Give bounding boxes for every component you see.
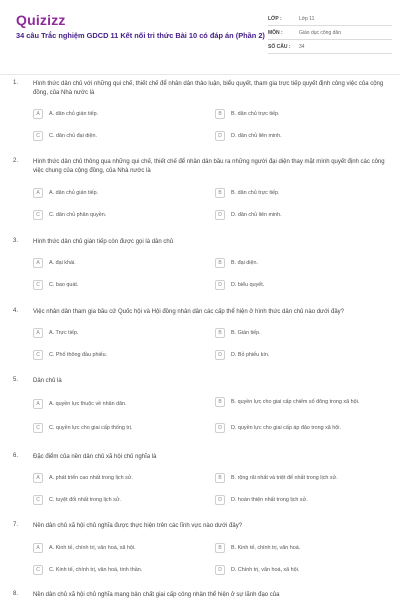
option-letter-box: B (215, 328, 225, 338)
meta-row-class (268, 12, 392, 26)
question-text: Việc nhân dân tham gia bầu cử Quốc hội và Hội đồng nhân dân các cấp thể hiện ở hình thức dân chủ nào dưới đây? (33, 309, 345, 315)
option-b[interactable] (215, 473, 377, 483)
option-letter-box: A (33, 328, 43, 338)
option-text: A. Trực tiếp. (49, 329, 79, 336)
option-text: D. Bỏ phiếu kín. (231, 351, 270, 358)
option-d[interactable] (215, 280, 377, 290)
page-header (0, 0, 400, 62)
option-c[interactable] (33, 350, 195, 360)
question-text: Dân chủ là (33, 378, 62, 384)
meta-value: Giáo dục công dân (299, 29, 341, 36)
meta-value: Lớp 11 (299, 15, 315, 22)
meta-key: LỚP : (268, 15, 282, 22)
option-a[interactable] (33, 399, 195, 409)
option-text: C. bao quát. (49, 281, 79, 288)
option-d[interactable] (215, 210, 377, 220)
option-letter-box: D (215, 423, 225, 433)
question-text: Hình thức dân chủ với những qui chế, thiết chế để nhân dân thảo luận, biểu quyết, tham gia trực tiếp quyết định công việc của cộng đồng, của Nhà nước là (33, 81, 384, 96)
option-letter-box: D (215, 350, 225, 360)
option-text: A. dân chủ gián tiếp. (49, 189, 99, 196)
option-letter-box: A (33, 188, 43, 198)
option-letter-box: C (33, 280, 43, 290)
question-number: 5. (13, 377, 19, 383)
option-d[interactable] (215, 423, 377, 433)
option-letter-box: B (215, 109, 225, 119)
option-c[interactable] (33, 131, 195, 141)
option-b[interactable] (215, 397, 377, 407)
option-d[interactable] (215, 495, 377, 505)
option-letter-box: A (33, 399, 43, 409)
question-text: Nền dân chủ xã hội chủ nghĩa mang bản chất giai cấp công nhân thể hiện ở sự lãnh đạo của (33, 592, 280, 598)
option-text: B. đại diện. (231, 259, 258, 266)
question-number: 6. (13, 453, 19, 459)
option-letter-box: A (33, 473, 43, 483)
question-number: 7. (13, 522, 19, 528)
option-b[interactable] (215, 258, 377, 268)
option-c[interactable] (33, 495, 195, 505)
meta-table (268, 12, 392, 54)
option-text: A. dân chủ gián tiếp. (49, 110, 99, 117)
option-text: A. phát triển cao nhất trong lịch sử. (49, 474, 133, 481)
option-letter-box: B (215, 258, 225, 268)
header-divider (0, 74, 400, 75)
option-letter-box: A (33, 258, 43, 268)
option-letter-box: D (215, 210, 225, 220)
option-b[interactable] (215, 109, 377, 119)
option-a[interactable] (33, 258, 195, 268)
option-a[interactable] (33, 328, 195, 338)
option-text: C. tuyệt đối nhất trong lịch sử. (49, 496, 121, 503)
option-text: C. Kinh tế, chính trị, văn hoá, tinh thần. (49, 566, 143, 573)
option-text: A. đại khái. (49, 259, 76, 266)
option-a[interactable] (33, 473, 195, 483)
option-letter-box: A (33, 109, 43, 119)
option-text: B. dân chủ trực tiếp. (231, 110, 280, 117)
option-letter-box: C (33, 495, 43, 505)
option-letter-box: C (33, 131, 43, 141)
option-text: D. Chính trị, văn hoá, xã hội. (231, 566, 300, 573)
question-text: Hình thức dân chủ thông qua những qui chế, thiết chế để nhân dân bầu ra những người đại diện thay mặt mình quyết định các công việc chung của cộng đồng, của Nhà nước là (33, 159, 385, 174)
option-text: C. dân chủ đại diện. (49, 132, 97, 139)
option-text: B. quyền lực cho giai cấp chiếm số đông trong xã hội. (231, 398, 360, 405)
option-a[interactable] (33, 543, 195, 553)
option-letter-box: B (215, 473, 225, 483)
option-letter-box: D (215, 495, 225, 505)
meta-value: 34 (299, 43, 305, 50)
option-text: D. hoàn thiện nhất trong lịch sử. (231, 496, 308, 503)
option-letter-box: B (215, 543, 225, 553)
meta-row-count (268, 40, 392, 54)
option-d[interactable] (215, 350, 377, 360)
option-b[interactable] (215, 328, 377, 338)
option-letter-box: A (33, 543, 43, 553)
option-text: C. quyền lực cho giai cấp thống trị. (49, 424, 133, 431)
option-letter-box: B (215, 397, 225, 407)
question-text: Hình thức dân chủ gián tiếp còn được gọi là dân chủ (33, 239, 174, 245)
option-letter-box: D (215, 280, 225, 290)
option-d[interactable] (215, 131, 377, 141)
option-b[interactable] (215, 543, 377, 553)
meta-key: MÔN : (268, 29, 283, 36)
option-b[interactable] (215, 188, 377, 198)
option-text: A. quyền lực thuộc về nhân dân. (49, 400, 127, 407)
meta-key: SỐ CÂU : (268, 43, 291, 50)
option-c[interactable] (33, 280, 195, 290)
option-text: D. dân chủ liên minh. (231, 132, 282, 139)
option-c[interactable] (33, 210, 195, 220)
option-letter-box: D (215, 565, 225, 575)
option-c[interactable] (33, 565, 195, 575)
quizizz-logo: Quizizz (16, 12, 66, 28)
option-letter-box: D (215, 131, 225, 141)
question-number: 4. (13, 308, 19, 314)
question-number: 8. (13, 591, 19, 597)
option-c[interactable] (33, 423, 195, 433)
option-letter-box: C (33, 210, 43, 220)
option-a[interactable] (33, 188, 195, 198)
question-number: 1. (13, 80, 19, 86)
option-text: B. Kinh tế, chính trị, văn hoá. (231, 544, 301, 551)
option-text: D. biểu quyết. (231, 281, 265, 288)
option-text: B. dân chủ trực tiếp. (231, 189, 280, 196)
option-text: C. Phổ thông đầu phiếu. (49, 351, 108, 358)
option-d[interactable] (215, 565, 377, 575)
question-text: Nền dân chủ xã hội chủ nghĩa được thực hiện trên các lĩnh vực nào dưới đây? (33, 523, 243, 529)
option-letter-box: C (33, 423, 43, 433)
option-letter-box: C (33, 350, 43, 360)
question-text: Đặc điểm của nền dân chủ xã hội chủ nghĩa là (33, 454, 157, 460)
question-number: 2. (13, 158, 19, 164)
option-letter-box: B (215, 188, 225, 198)
option-text: D. quyền lực cho giai cấp áp đảo trong xã hội. (231, 424, 341, 431)
option-text: A. Kinh tế, chính trị, văn hoá, xã hội. (49, 544, 136, 551)
meta-row-subject (268, 26, 392, 40)
option-text: D. dân chủ liên minh. (231, 211, 282, 218)
option-text: B. Gián tiếp. (231, 329, 261, 336)
question-number: 3. (13, 238, 19, 244)
option-a[interactable] (33, 109, 195, 119)
option-text: C. dân chủ phân quyền. (49, 211, 107, 218)
page-title: 34 câu Trắc nghiệm GDCD 11 Kết nối tri thức Bài 10 có đáp án (Phần 2) (16, 31, 265, 40)
option-letter-box: C (33, 565, 43, 575)
option-text: B. rộng rãi nhất và triệt để nhất trong lịch sử. (231, 474, 338, 481)
